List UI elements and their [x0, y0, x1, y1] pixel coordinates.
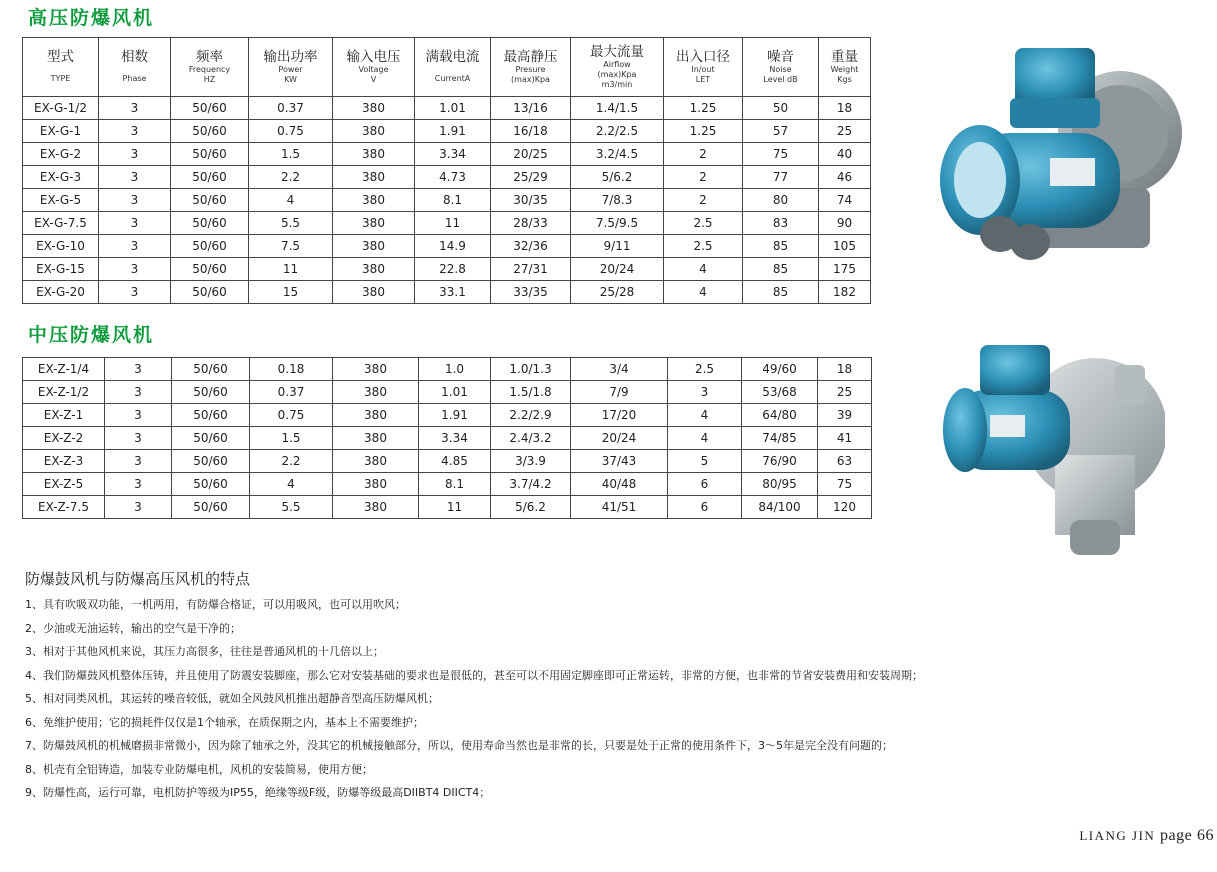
header-zh: 最大流量: [590, 43, 644, 60]
table-cell: EX-G-1: [23, 120, 99, 143]
table-cell: 16/18: [491, 120, 571, 143]
table-cell: 11: [415, 212, 491, 235]
table-cell: EX-Z-2: [23, 427, 105, 450]
header-en-line: Noise: [769, 64, 792, 74]
table-cell: EX-G-20: [23, 281, 99, 304]
column-header: [249, 38, 333, 97]
table-cell: 75: [743, 143, 819, 166]
table-cell: 32/36: [491, 235, 571, 258]
header-zh: 重量: [831, 48, 858, 65]
header-zh: 相数: [121, 49, 148, 65]
header-en-line: Voltage: [358, 64, 389, 74]
header-en: LET: [695, 74, 711, 84]
table-cell: EX-G-10: [23, 235, 99, 258]
table-cell: 20/24: [571, 258, 664, 281]
header-en: HZ: [203, 74, 216, 84]
header-en-line: Airflow: [603, 59, 631, 69]
table-cell: 4: [250, 473, 333, 496]
table-cell: 3.2/4.5: [571, 143, 664, 166]
header-gap: [415, 65, 490, 74]
table-cell: 3: [105, 496, 172, 519]
table-cell: 380: [333, 97, 415, 120]
feature-item: 7、防爆鼓风机的机械磨损非常微小，因为除了轴承之外，没其它的机械接触部分，所以，使用寿命当然也是非常的长，只要是处于正常的使用条件下，3～5年是完全没有问题的；: [25, 739, 893, 752]
table-cell: 80: [743, 189, 819, 212]
feature-item: 5、相对同类风机，其运转的噪音较低，就如全风鼓风机推出超静音型高压防爆风机；: [25, 692, 439, 705]
section-title-high-pressure: 高压防爆风机: [28, 7, 155, 29]
table-cell: 50/60: [171, 212, 249, 235]
table-cell: 2.2/2.5: [571, 120, 664, 143]
table-cell: 4: [668, 427, 742, 450]
table-cell: 50/60: [171, 281, 249, 304]
high-pressure-spec-table: [22, 37, 871, 304]
table-cell: 2.2: [249, 166, 333, 189]
table-cell: 2: [664, 166, 743, 189]
header-en-line: Weight: [830, 64, 859, 74]
table-row: [23, 404, 872, 427]
feature-item: 3、相对于其他风机来说，其压力高很多，往往是普通风机的十几倍以上；: [25, 645, 384, 658]
table-cell: 1.4/1.5: [571, 97, 664, 120]
table-cell: 380: [333, 235, 415, 258]
medium-pressure-spec-table: [22, 357, 872, 519]
table-cell: 50/60: [171, 189, 249, 212]
table-cell: 25: [819, 120, 871, 143]
table-cell: 3: [105, 404, 172, 427]
features-list: [25, 597, 923, 809]
table-row: [23, 358, 872, 381]
table-cell: 1.91: [419, 404, 491, 427]
table-cell: 5.5: [249, 212, 333, 235]
table-cell: 1.91: [415, 120, 491, 143]
table-cell: 380: [333, 473, 419, 496]
table-cell: EX-Z-1/4: [23, 358, 105, 381]
table-cell: 75: [818, 473, 872, 496]
table-cell: 1.25: [664, 120, 743, 143]
header-en-line: Frequency: [188, 64, 231, 74]
column-header: [171, 38, 249, 97]
table-cell: 50/60: [172, 496, 250, 519]
features-title: 防爆鼓风机与防爆高压风机的特点: [25, 570, 251, 588]
header-en: TYPE: [50, 74, 71, 83]
table-cell: 2.5: [664, 235, 743, 258]
table-cell: 4: [664, 281, 743, 304]
table-cell: 2: [664, 189, 743, 212]
table-row: [23, 212, 871, 235]
feature-item: 2、少油或无油运转，输出的空气是干净的；: [25, 621, 241, 635]
feature-item: 9、防爆性高，运行可靠，电机防护等级为IP55，绝缘等级F级，防爆等级最高DIIBT4 DIICT4；: [25, 786, 491, 799]
table-cell: 15: [249, 281, 333, 304]
table-cell: 3.34: [419, 427, 491, 450]
column-header: [415, 38, 491, 97]
table-row: [23, 496, 872, 519]
table-cell: 25/29: [491, 166, 571, 189]
feature-item: 8、机壳有全铝铸造，加装专业防爆电机，风机的安装简易，使用方便；: [25, 762, 373, 776]
table-cell: 53/68: [742, 381, 818, 404]
table-cell: EX-Z-5: [23, 473, 105, 496]
table-cell: 85: [743, 281, 819, 304]
column-header: [23, 38, 99, 97]
table-cell: 2.2/2.9: [491, 404, 571, 427]
table-cell: 18: [818, 358, 872, 381]
table-row: [23, 381, 872, 404]
table-cell: 14.9: [415, 235, 491, 258]
table-cell: 41/51: [571, 496, 668, 519]
table-cell: 9/11: [571, 235, 664, 258]
table-cell: 3: [99, 120, 171, 143]
table-cell: EX-G-15: [23, 258, 99, 281]
table-cell: 0.75: [249, 120, 333, 143]
table-cell: 5/6.2: [491, 496, 571, 519]
header-en-line: Presure: [515, 64, 546, 74]
table-cell: 3: [99, 189, 171, 212]
feature-item: 6、免维护使用；它的损耗件仅仅是1个轴承，在质保期之内，基本上不需要维护；: [25, 715, 424, 729]
table-cell: 3: [99, 258, 171, 281]
table-cell: 7/8.3: [571, 189, 664, 212]
table-cell: EX-G-1/2: [23, 97, 99, 120]
table-cell: 50/60: [172, 404, 250, 427]
table-cell: 2.5: [668, 358, 742, 381]
table-cell: 33.1: [415, 281, 491, 304]
feature-item: 4、我们防爆鼓风机整体压铸，并且使用了防震安装脚座，那么它对安装基础的要求也是很低的，甚至可以不用固定脚座即可正常运转，非常的方便，也非常的节省安装费用和安装周期；: [25, 668, 923, 682]
table-cell: 380: [333, 143, 415, 166]
table-cell: 1.01: [419, 381, 491, 404]
table-cell: 50/60: [171, 143, 249, 166]
table-cell: 40/48: [571, 473, 668, 496]
header-en: Phase: [122, 74, 147, 83]
page-footer: [1017, 827, 1217, 845]
table-cell: 80/95: [742, 473, 818, 496]
table-cell: 4: [249, 189, 333, 212]
table-cell: 7/9: [571, 381, 668, 404]
table-row: [23, 473, 872, 496]
table-cell: 3/4: [571, 358, 668, 381]
table-cell: 380: [333, 450, 419, 473]
table-cell: 25/28: [571, 281, 664, 304]
header-zh: 型式: [47, 49, 74, 65]
table-cell: 57: [743, 120, 819, 143]
table-cell: 3: [99, 143, 171, 166]
header-en-line: (max)Kpa: [597, 69, 637, 79]
table-cell: 380: [333, 120, 415, 143]
table-cell: 175: [819, 258, 871, 281]
header-zh: 输出功率: [263, 48, 318, 65]
table-cell: 3.34: [415, 143, 491, 166]
table-cell: 74: [819, 189, 871, 212]
table-cell: 18: [819, 97, 871, 120]
table-cell: 50/60: [171, 97, 249, 120]
section-title-medium-pressure: 中压防爆风机: [28, 324, 155, 346]
table-cell: EX-Z-7.5: [23, 496, 105, 519]
header-zh: 噪音: [767, 48, 794, 65]
table-cell: 380: [333, 358, 419, 381]
table-cell: 182: [819, 281, 871, 304]
footer-brand: LIANG JIN: [1079, 828, 1156, 843]
table-cell: 8.1: [415, 189, 491, 212]
header-zh: 满载电流: [425, 49, 480, 65]
table-cell: 3: [105, 381, 172, 404]
table-row: [23, 281, 871, 304]
table-cell: 63: [818, 450, 872, 473]
column-header: [743, 38, 819, 97]
table-cell: 2: [664, 143, 743, 166]
table-cell: 3: [99, 97, 171, 120]
table-row: [23, 258, 871, 281]
table-cell: 380: [333, 427, 419, 450]
table-cell: 30/35: [491, 189, 571, 212]
header-en: V: [370, 74, 377, 84]
table-cell: 380: [333, 281, 415, 304]
table-cell: 74/85: [742, 427, 818, 450]
table-cell: 50/60: [172, 381, 250, 404]
header-zh: 输入电压: [346, 48, 401, 65]
header-en: Kgs: [837, 74, 852, 84]
table-row: [23, 120, 871, 143]
table-cell: 380: [333, 496, 419, 519]
header-en-line: In/out: [691, 64, 715, 74]
table-cell: 22.8: [415, 258, 491, 281]
table-cell: 380: [333, 189, 415, 212]
table-body: [23, 358, 872, 519]
table-cell: 84/100: [742, 496, 818, 519]
header-gap: [99, 65, 170, 74]
table-cell: 0.75: [250, 404, 333, 427]
table-cell: 50/60: [171, 235, 249, 258]
header-zh: 最高静压: [503, 48, 558, 65]
header-row: [23, 38, 871, 97]
table-cell: 2.2: [250, 450, 333, 473]
table-cell: 40: [819, 143, 871, 166]
table-cell: 0.18: [250, 358, 333, 381]
table-cell: 50/60: [171, 120, 249, 143]
header-en: Level dB: [763, 74, 798, 84]
header-en: (max)Kpa: [511, 74, 550, 84]
table-cell: 50/60: [172, 358, 250, 381]
table-cell: 380: [333, 166, 415, 189]
table-cell: 28/33: [491, 212, 571, 235]
table-cell: 25: [818, 381, 872, 404]
table-cell: 0.37: [249, 97, 333, 120]
table-cell: 5: [668, 450, 742, 473]
table-cell: EX-G-2: [23, 143, 99, 166]
header-en: m3/min: [601, 79, 633, 89]
table-cell: 105: [819, 235, 871, 258]
table-cell: 2.4/3.2: [491, 427, 571, 450]
table-cell: 50/60: [171, 258, 249, 281]
table-cell: 39: [818, 404, 872, 427]
table-cell: 20/25: [491, 143, 571, 166]
table-cell: 83: [743, 212, 819, 235]
table-cell: 6: [668, 496, 742, 519]
high-pressure-blower-image: [930, 38, 1190, 278]
table-cell: 37/43: [571, 450, 668, 473]
table-cell: 3: [99, 281, 171, 304]
table-row: [23, 166, 871, 189]
table-cell: EX-G-5: [23, 189, 99, 212]
table-cell: 11: [249, 258, 333, 281]
table-cell: 50/60: [171, 166, 249, 189]
table-cell: 5.5: [250, 496, 333, 519]
table-cell: EX-Z-1: [23, 404, 105, 427]
table-cell: 3: [105, 358, 172, 381]
column-header: [333, 38, 415, 97]
table-cell: 85: [743, 235, 819, 258]
footer-page-number: 66: [1197, 827, 1214, 844]
column-header: [571, 38, 664, 97]
header-en: CurrentA: [434, 74, 471, 83]
table-cell: 5/6.2: [571, 166, 664, 189]
table-cell: 50/60: [172, 427, 250, 450]
table-cell: 50/60: [172, 473, 250, 496]
column-header: [99, 38, 171, 97]
table-cell: 50/60: [172, 450, 250, 473]
table-cell: 4: [668, 404, 742, 427]
table-cell: 3: [99, 166, 171, 189]
table-row: [23, 427, 872, 450]
table-cell: 1.01: [415, 97, 491, 120]
table-cell: 64/80: [742, 404, 818, 427]
table-cell: 1.25: [664, 97, 743, 120]
table-cell: 50: [743, 97, 819, 120]
footer-page-word: page: [1160, 827, 1193, 844]
medium-pressure-blower-image: [935, 335, 1165, 560]
table-cell: 46: [819, 166, 871, 189]
table-cell: 1.5/1.8: [491, 381, 571, 404]
table-cell: 76/90: [742, 450, 818, 473]
table-cell: EX-G-7.5: [23, 212, 99, 235]
table-cell: 85: [743, 258, 819, 281]
table-cell: 13/16: [491, 97, 571, 120]
table-row: [23, 143, 871, 166]
table-row: [23, 450, 872, 473]
table-cell: 8.1: [419, 473, 491, 496]
table-cell: 77: [743, 166, 819, 189]
table-cell: 3: [105, 473, 172, 496]
table-cell: 1.5: [250, 427, 333, 450]
table-row: [23, 235, 871, 258]
table-cell: 3: [99, 235, 171, 258]
table-cell: 380: [333, 381, 419, 404]
table-cell: 380: [333, 212, 415, 235]
table-cell: 4: [664, 258, 743, 281]
table-cell: 90: [819, 212, 871, 235]
table-body: [23, 97, 871, 304]
table-cell: 49/60: [742, 358, 818, 381]
table-cell: 17/20: [571, 404, 668, 427]
table-cell: EX-Z-1/2: [23, 381, 105, 404]
table-cell: 3: [105, 450, 172, 473]
table-cell: EX-G-3: [23, 166, 99, 189]
header-zh: 频率: [196, 48, 223, 65]
table-cell: 4.73: [415, 166, 491, 189]
table-cell: EX-Z-3: [23, 450, 105, 473]
table-cell: 3.7/4.2: [491, 473, 571, 496]
feature-item: 1、具有吹吸双功能，一机两用，有防爆合格证，可以用吸风，也可以用吹风；: [25, 598, 406, 611]
table-cell: 120: [818, 496, 872, 519]
table-cell: 1.0: [419, 358, 491, 381]
table-cell: 1.0/1.3: [491, 358, 571, 381]
column-header: [491, 38, 571, 97]
table-cell: 3: [99, 212, 171, 235]
table-cell: 7.5: [249, 235, 333, 258]
table-cell: 2.5: [664, 212, 743, 235]
column-header: [664, 38, 743, 97]
table-cell: 380: [333, 258, 415, 281]
table-cell: 1.5: [249, 143, 333, 166]
header-en-line: Power: [278, 64, 303, 74]
table-cell: 27/31: [491, 258, 571, 281]
table-cell: 380: [333, 404, 419, 427]
table-cell: 6: [668, 473, 742, 496]
table-cell: 3: [668, 381, 742, 404]
table-cell: 0.37: [250, 381, 333, 404]
table-cell: 7.5/9.5: [571, 212, 664, 235]
table-cell: 3/3.9: [491, 450, 571, 473]
table-cell: 20/24: [571, 427, 668, 450]
header-en: KW: [284, 74, 297, 84]
table-cell: 11: [419, 496, 491, 519]
table-cell: 41: [818, 427, 872, 450]
table-cell: 3: [105, 427, 172, 450]
table-cell: 4.85: [419, 450, 491, 473]
table-row: [23, 189, 871, 212]
header-zh: 出入口径: [676, 48, 730, 65]
table-cell: 33/35: [491, 281, 571, 304]
column-header: [819, 38, 871, 97]
table-row: [23, 97, 871, 120]
header-gap: [23, 65, 98, 74]
